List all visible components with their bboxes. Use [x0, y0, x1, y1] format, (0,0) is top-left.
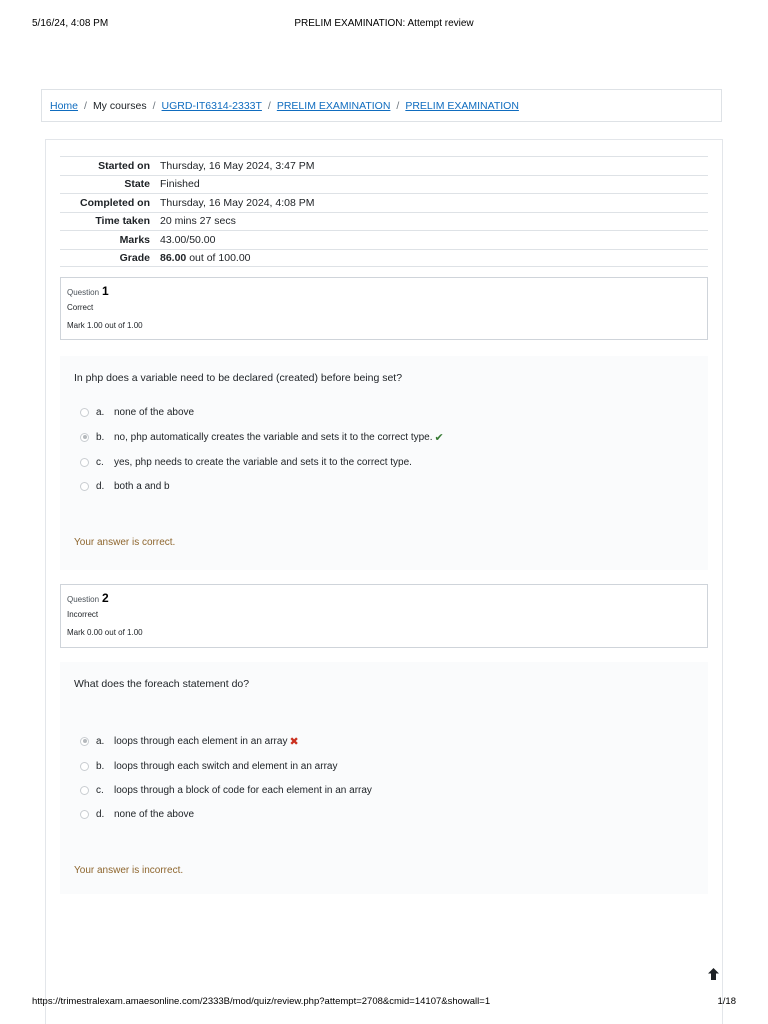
breadcrumb-separator: / — [84, 99, 87, 112]
back-to-top-button[interactable] — [700, 961, 726, 987]
summary-value: Thursday, 16 May 2024, 4:08 PM — [160, 196, 315, 209]
summary-label: Marks — [119, 233, 150, 246]
grade-out-of: out of 100.00 — [186, 251, 251, 264]
print-page-number: 1/18 — [717, 996, 736, 1007]
radio-button[interactable] — [80, 433, 89, 442]
question-label: Question — [67, 288, 100, 297]
answer-feedback: Your answer is correct. — [74, 537, 176, 548]
question-state: Correct — [67, 303, 94, 312]
summary-label: Completed on — [80, 196, 150, 209]
question-1-content — [60, 356, 708, 570]
summary-row-completed-on — [60, 193, 708, 212]
summary-row-grade — [60, 249, 708, 268]
breadcrumb-home-link[interactable]: Home — [50, 99, 79, 112]
question-grade: Mark 0.00 out of 1.00 — [67, 628, 143, 637]
breadcrumb-quiz-link[interactable]: PRELIM EXAMINATION — [405, 99, 519, 112]
option-letter: c. — [96, 784, 104, 796]
summary-label: Time taken — [95, 215, 150, 228]
option-text: none of the above — [114, 406, 195, 418]
answer-feedback: Your answer is incorrect. — [74, 865, 184, 876]
print-url: https://trimestralexam.amaesonline.com/2333B/mod/quiz/review.php?attempt=2708&cmid=14107&showall=1 — [32, 996, 491, 1007]
option-letter: b. — [96, 431, 105, 443]
option-letter: d. — [96, 808, 105, 820]
option-letter: d. — [96, 480, 105, 492]
radio-button[interactable] — [80, 482, 89, 491]
print-header — [32, 18, 736, 32]
answer-option-b[interactable] — [80, 430, 444, 444]
answer-option-a[interactable] — [80, 734, 299, 748]
summary-value: Thursday, 16 May 2024, 3:47 PM — [160, 159, 315, 172]
print-page-title: PRELIM EXAMINATION: Attempt review — [294, 18, 474, 29]
question-text: In php does a variable need to be declared (created) before being set? — [74, 372, 403, 384]
answer-option-a[interactable] — [80, 405, 194, 419]
option-letter: c. — [96, 456, 104, 468]
option-letter: a. — [96, 735, 105, 747]
summary-row-started-on — [60, 156, 708, 175]
summary-row-state — [60, 175, 708, 194]
summary-row-marks — [60, 230, 708, 249]
question-number: 1 — [102, 284, 109, 298]
breadcrumb-course-link[interactable]: UGRD-IT6314-2333T — [161, 99, 262, 112]
summary-label: Grade — [119, 251, 150, 264]
option-text: loops through each element in an array — [114, 735, 288, 747]
radio-button[interactable] — [80, 408, 89, 417]
summary-value: Finished — [160, 178, 200, 191]
grade-value: 86.00 — [160, 251, 187, 264]
answer-option-b[interactable] — [80, 759, 337, 773]
print-datetime: 5/16/24, 4:08 PM — [32, 18, 109, 29]
radio-button[interactable] — [80, 458, 89, 467]
question-number: 2 — [102, 591, 109, 605]
question-label: Question — [67, 595, 100, 604]
answer-option-d[interactable] — [80, 807, 194, 821]
summary-label: Started on — [98, 159, 150, 172]
question-2-content — [60, 662, 708, 894]
summary-value: 43.00/50.00 — [160, 233, 216, 246]
radio-button[interactable] — [80, 786, 89, 795]
option-text: no, php automatically creates the variable and sets it to the correct type. — [114, 431, 433, 443]
radio-button[interactable] — [80, 737, 89, 746]
summary-value — [160, 252, 708, 264]
breadcrumb-my-courses: My courses — [92, 99, 147, 112]
question-grade: Mark 1.00 out of 1.00 — [67, 321, 143, 330]
summary-value: 20 mins 27 secs — [160, 215, 236, 228]
answer-option-d[interactable] — [80, 479, 170, 493]
question-state: Incorrect — [67, 610, 99, 619]
summary-label: State — [124, 178, 150, 191]
question-1-info — [60, 277, 708, 340]
answer-option-c[interactable] — [80, 455, 412, 469]
option-text: both a and b — [114, 480, 170, 492]
breadcrumb-separator: / — [267, 99, 271, 112]
option-text: loops through each switch and element in an array — [114, 760, 338, 772]
radio-button[interactable] — [80, 810, 89, 819]
breadcrumb-section-link[interactable]: PRELIM EXAMINATION — [276, 99, 391, 112]
option-letter: a. — [96, 406, 105, 418]
breadcrumb-separator: / — [396, 99, 400, 112]
checkmark-icon: ✔ — [434, 431, 444, 444]
option-text: none of the above — [114, 808, 195, 820]
question-text: What does the foreach statement do? — [74, 678, 250, 690]
breadcrumb — [41, 89, 722, 122]
answer-option-c[interactable] — [80, 783, 372, 797]
print-footer — [32, 996, 736, 1008]
summary-row-time-taken — [60, 212, 708, 231]
question-2-info — [60, 584, 708, 648]
arrow-up-icon — [708, 968, 719, 980]
option-text: yes, php needs to create the variable and sets it to the correct type. — [114, 456, 412, 468]
option-letter: b. — [96, 760, 105, 772]
attempt-summary-table — [60, 156, 708, 267]
cross-icon: ✖ — [289, 735, 299, 748]
breadcrumb-separator: / — [152, 99, 156, 112]
option-text: loops through a block of code for each element in an array — [114, 784, 372, 796]
radio-button[interactable] — [80, 762, 89, 771]
